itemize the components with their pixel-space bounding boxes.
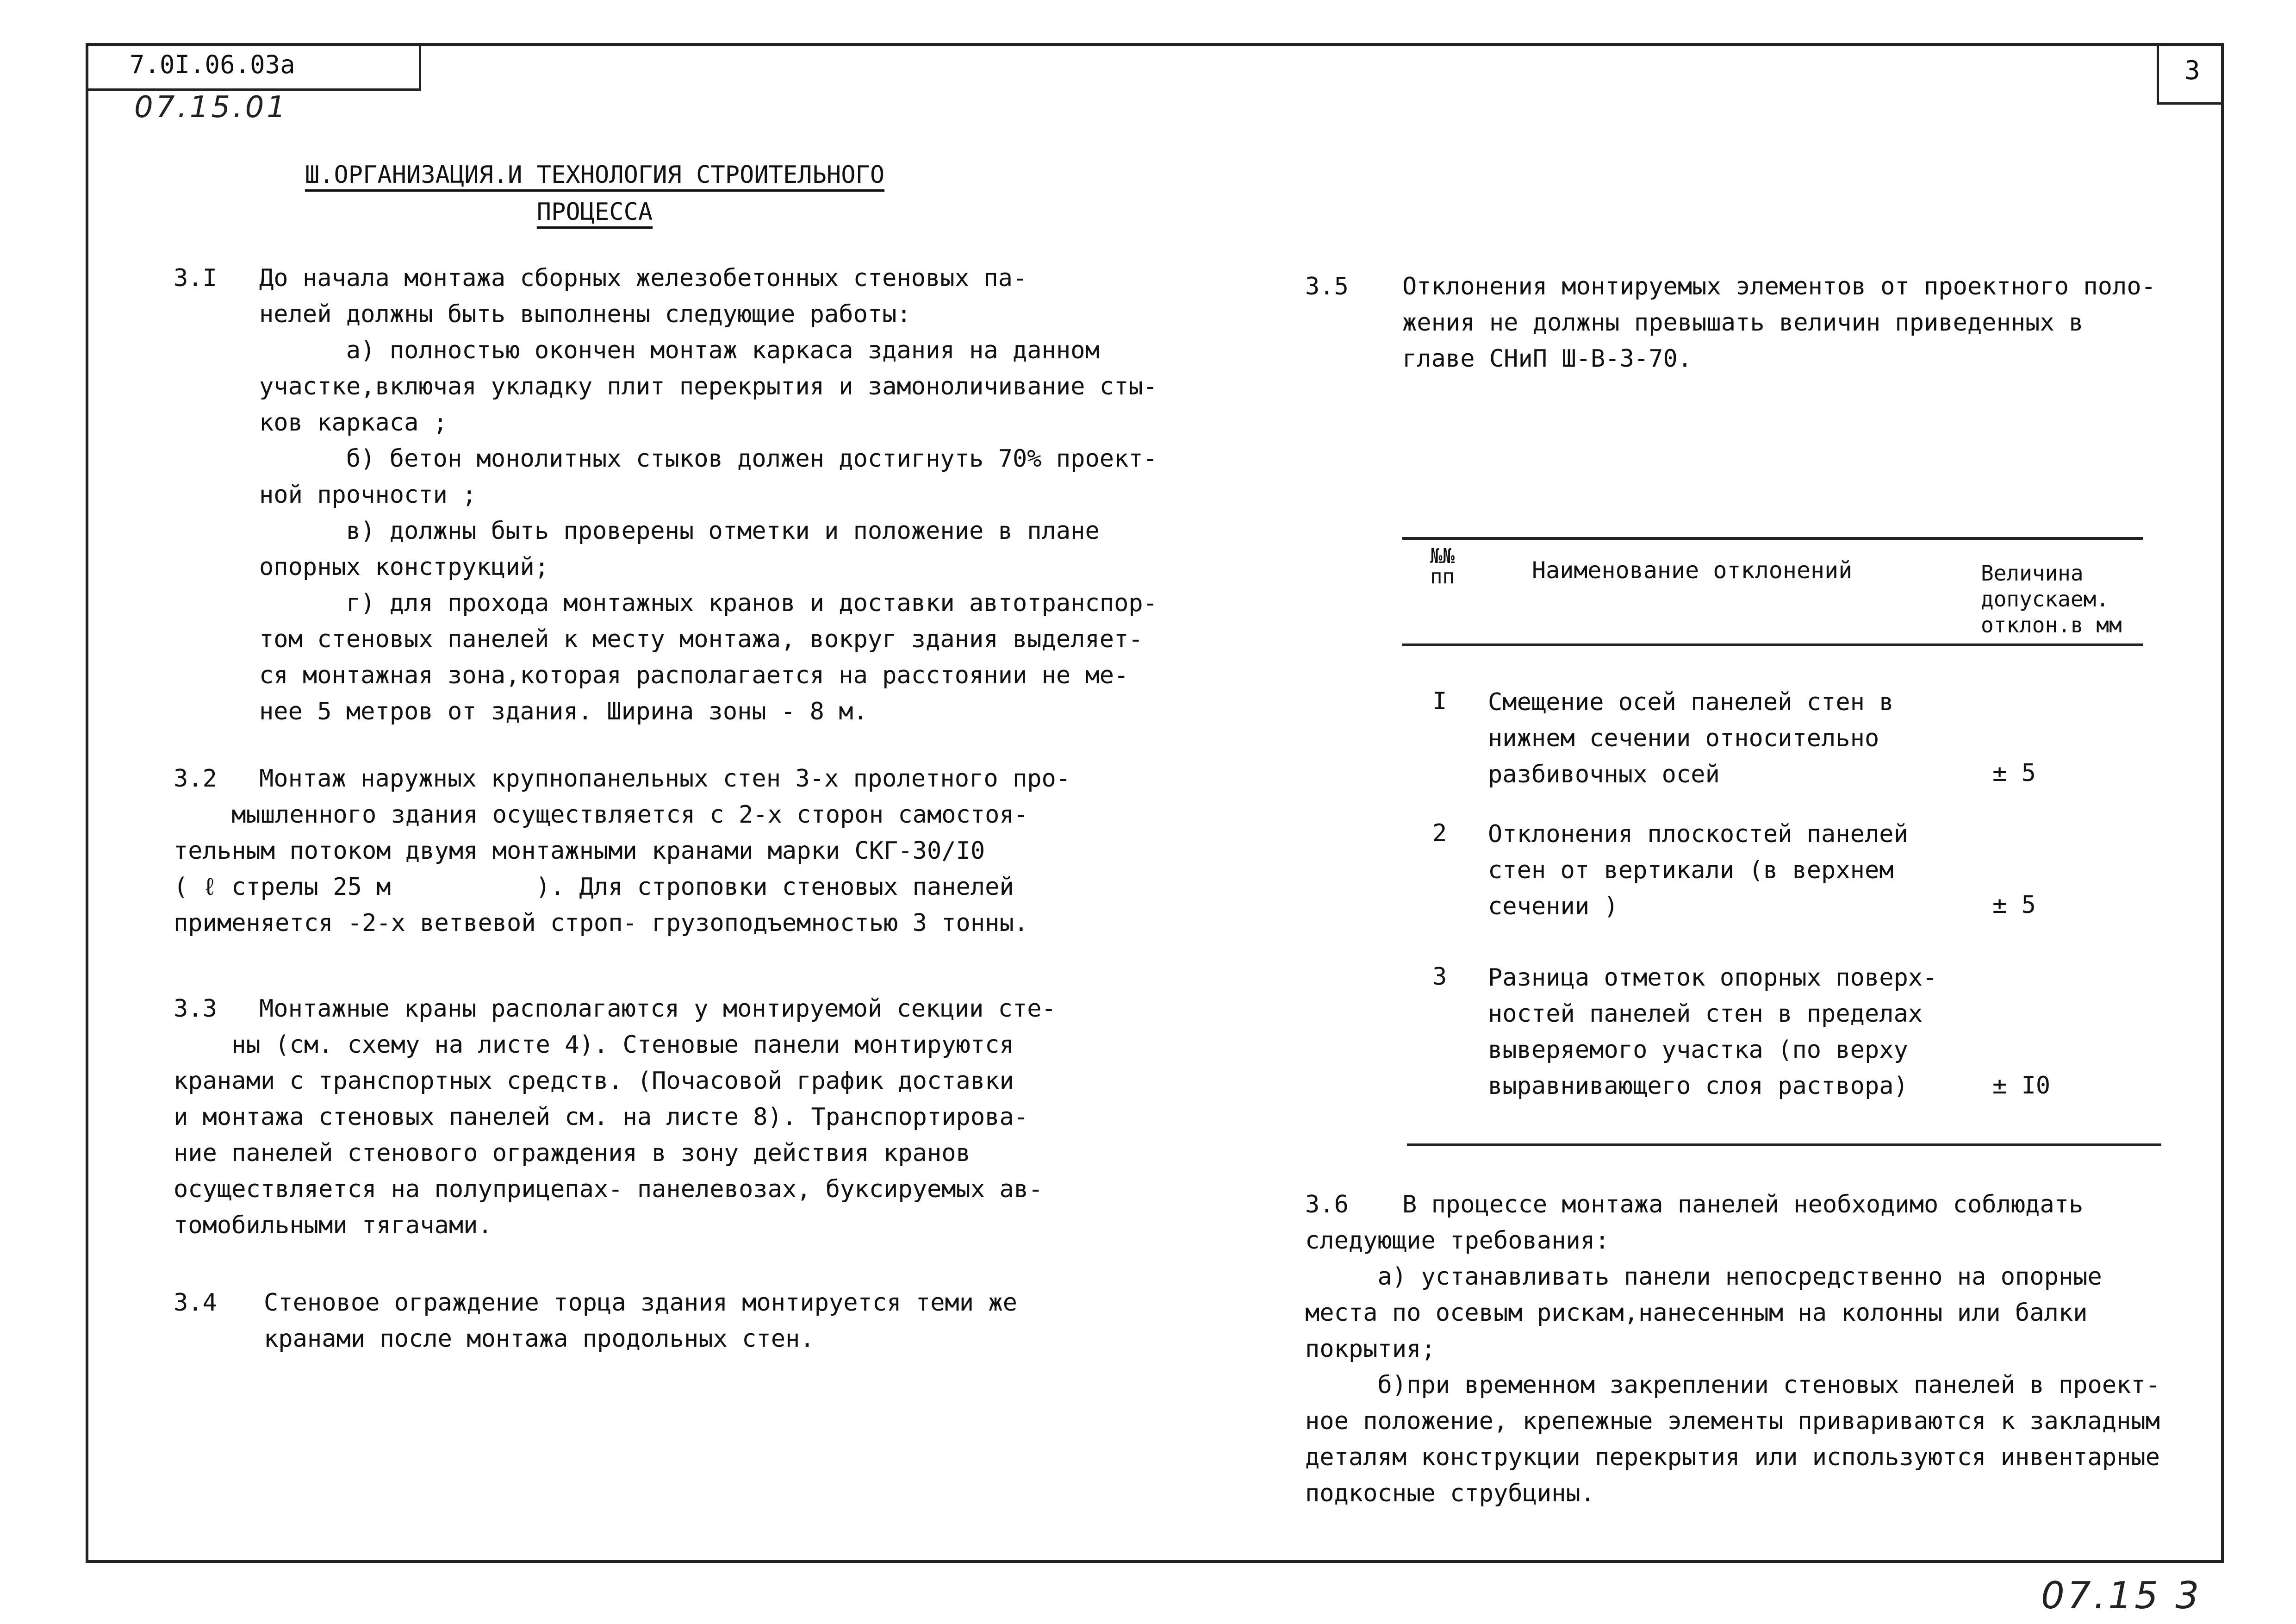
paragraph-3-2-number: 3.2 <box>174 765 217 793</box>
paragraph-3-5-number: 3.5 <box>1305 273 1349 300</box>
paragraph-3-6-text <box>1305 1187 2160 1512</box>
table-row-2-number: 2 <box>1432 819 1447 847</box>
section-title-line1: Ш.ОРГАНИЗАЦИЯ.И ТЕХНОЛОГИЯ СТРОИТЕЛЬНОГО <box>305 161 885 189</box>
table-row-3-text: Разница отметок опорных поверх- ностей панелей стен в пределах выверяемого участка (по верху выравнивающего слоя раствора) <box>1488 964 1937 1100</box>
section-title-line2: ПРОЦЕССА <box>536 198 653 226</box>
frame-bottom-line <box>86 1560 2224 1563</box>
paragraph-3-2-text <box>174 761 1070 941</box>
table-row-3-value: ± I0 <box>1992 1072 2051 1099</box>
table-row-2-text: Отклонения плоскостей панелей стен от вертикали (в верхнем сечении ) <box>1488 820 1908 920</box>
paragraph-3-3-body: Монтажные краны располагаются у монтируемой секции сте- ны (см. схему на листе 4). Стеновые панели монтируются кранами с транспортных средств. (Почасовой график доставки и монтажа стеновых панелей см. на листе 8). Транспортирова- ние панелей стенового ограждения в зону действия кранов осуществляется на полуприцепах- панелевозах, буксируемых ав- томобильными тягачами. <box>174 995 1056 1239</box>
paragraph-3-4-text: Стеновое ограждение торца здания монтируется теми же кранами после монтажа продольных стен. <box>264 1289 1017 1353</box>
table-row-1-number: I <box>1432 687 1447 715</box>
paragraph-3-3-text <box>174 991 1056 1243</box>
table-row-2-value: ± 5 <box>1992 891 2036 919</box>
table-header-value: Величина допускаем. отклон.в мм <box>1981 561 2122 637</box>
table-row-3-number: 3 <box>1432 963 1447 991</box>
table-row-1-text: Смещение осей панелей стен в нижнем сечении относительно разбивочных осей <box>1488 688 1894 788</box>
document-code: 7.0I.06.03а <box>130 50 295 79</box>
table-header-name: Наименование отклонений <box>1532 557 1853 584</box>
table-header-rule <box>1402 643 2143 646</box>
paragraph-3-3-number: 3.3 <box>174 995 217 1023</box>
paragraph-3-6-body: В процессе монтажа панелей необходимо соблюдать следующие требования: а) устанавливать панели непосредственно на опорные места по осевым рискам,нанесенным на колонны или балки покрытия; б)при временном закреплении стеновых панелей в проект- ное положение, крепежные элементы привариваются к закладным деталям конструкции перекрытия или используются инвентарные подкосные струбцины. <box>1305 1191 2160 1507</box>
paragraph-3-2-body: Монтаж наружных крупнопанельных стен 3-х пролетного про- мышленного здания осуществляется с 2-х сторон самостоя- тельным потоком двумя монтажными кранами марки СКГ-30/I0 ( ℓ стрелы 25 м ). Для строповки стеновых панелей применяется -2-х ветвевой строп- грузоподъемностью 3 тонны. <box>174 765 1071 937</box>
paragraph-3-6-number: 3.6 <box>1305 1191 1349 1218</box>
frame-left-line <box>86 43 88 1562</box>
table-header-number: №№ пп <box>1430 544 1455 588</box>
table-top-rule <box>1402 537 2143 540</box>
section-title <box>287 156 902 231</box>
paragraph-3-1-text: До начала монтажа сборных железобетонных стеновых па- нелей должны быть выполнены следующие работы: а) полностью окончен монтаж каркаса здания на данном участке,включая укладку плит перекрытия и замоноличивание сты- ков каркаса ; б) бетон монолитных стыков должен достигнуть 70% проект- ной прочности ; в) должны быть проверены отметки и положение в плане опорных конструкций; г) для прохода монтажных кранов и доставки автотранспор- том стеновых панелей к месту монтажа, вокруг здания выделяет- ся монтажная зона,которая располагается на расстоянии не ме- нее 5 метров от здания. Ширина зоны - 8 м. <box>259 264 1158 725</box>
paragraph-3-1-number: 3.I <box>174 264 217 292</box>
paragraph-3-5-text: Отклонения монтируемых элементов от проектного поло- жения не должны превышать величин приведенных в главе СНиП Ш-В-3-70. <box>1402 273 2156 373</box>
handwritten-page-number: 07.15 3 <box>2041 1574 2202 1617</box>
handwritten-code: 07.15.01 <box>134 90 288 125</box>
table-row-1-value: ± 5 <box>1992 759 2036 787</box>
paragraph-3-4-number: 3.4 <box>174 1289 217 1317</box>
frame-right-line <box>2221 43 2224 1562</box>
page-number: 3 <box>2184 56 2200 86</box>
table-bottom-rule <box>1407 1143 2161 1146</box>
